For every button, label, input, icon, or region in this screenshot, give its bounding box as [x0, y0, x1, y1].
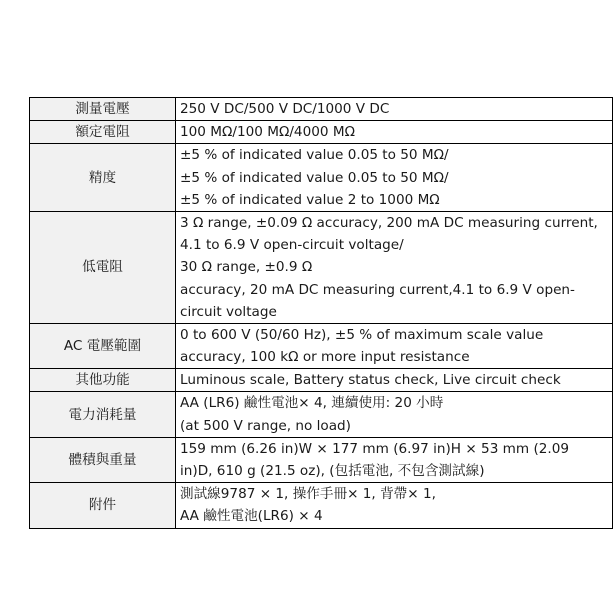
spec-value: [176, 437, 613, 482]
spec-value-line: 100 MΩ/100 MΩ/4000 MΩ: [180, 124, 355, 141]
spec-value-line: 4.1 to 6.9 V open-circuit voltage/: [180, 237, 404, 254]
spec-value-line: 30 Ω range, ±0.9 Ω: [180, 259, 313, 276]
spec-label: 額定電阻: [30, 121, 176, 144]
spec-value-line: ±5 % of indicated value 0.05 to 50 MΩ/: [180, 147, 449, 164]
spec-value: [176, 483, 613, 528]
spec-value: [176, 323, 613, 368]
spec-value-line: Luminous scale, Battery status check, Live circuit check: [180, 372, 561, 389]
spec-row: [30, 98, 613, 121]
spec-label: 體積與重量: [30, 437, 176, 482]
spec-value: [176, 144, 613, 212]
spec-row: [30, 369, 613, 392]
spec-value-line: 0 to 600 V (50/60 Hz), ±5 % of maximum scale value: [180, 326, 544, 343]
spec-value: [176, 98, 613, 121]
spec-value-line: AA (LR6) 鹼性電池× 4, 連續使用: 20 小時: [180, 395, 444, 412]
spec-value-line: 3 Ω range, ±0.09 Ω accuracy, 200 mA DC measuring current,: [180, 214, 598, 231]
spec-label: 電力消耗量: [30, 392, 176, 437]
spec-label: 精度: [30, 144, 176, 212]
spec-value-line: accuracy, 100 kΩ or more input resistance: [180, 349, 470, 366]
spec-value: [176, 369, 613, 392]
spec-label: AC 電壓範圍: [30, 323, 176, 368]
spec-value: [176, 392, 613, 437]
spec-row: [30, 121, 613, 144]
spec-value-line: 測試線9787 × 1, 操作手冊× 1, 背帶× 1,: [180, 486, 436, 503]
spec-value-line: ±5 % of indicated value 2 to 1000 MΩ: [180, 191, 440, 208]
spec-value-line: ±5 % of indicated value 0.05 to 50 MΩ/: [180, 169, 449, 186]
spec-value-line: 159 mm (6.26 in)W × 177 mm (6.97 in)H × 53 mm (2.09: [180, 440, 570, 457]
spec-label: 其他功能: [30, 369, 176, 392]
spec-value-line: accuracy, 20 mA DC measuring current,4.1 to 6.9 V open-: [180, 281, 575, 298]
spec-value-line: 250 V DC/500 V DC/1000 V DC: [180, 101, 390, 117]
spec-value-line: AA 鹼性電池(LR6) × 4: [180, 508, 323, 525]
spec-value-line: (at 500 V range, no load): [180, 417, 351, 434]
spec-row: [30, 144, 613, 212]
specification-table: [29, 97, 613, 529]
spec-value: [176, 211, 613, 323]
spec-row: [30, 211, 613, 323]
spec-row: [30, 323, 613, 368]
spec-value-line: circuit voltage: [180, 303, 277, 320]
spec-row: [30, 437, 613, 482]
spec-label: 低電阻: [30, 211, 176, 323]
spec-label: 附件: [30, 483, 176, 528]
spec-row: [30, 392, 613, 437]
spec-value: [176, 121, 613, 144]
specification-table-body: [30, 98, 613, 529]
spec-label: 測量電壓: [30, 98, 176, 121]
spec-value-line: in)D, 610 g (21.5 oz), (包括電池, 不包含測試線): [180, 463, 485, 480]
spec-row: [30, 483, 613, 528]
